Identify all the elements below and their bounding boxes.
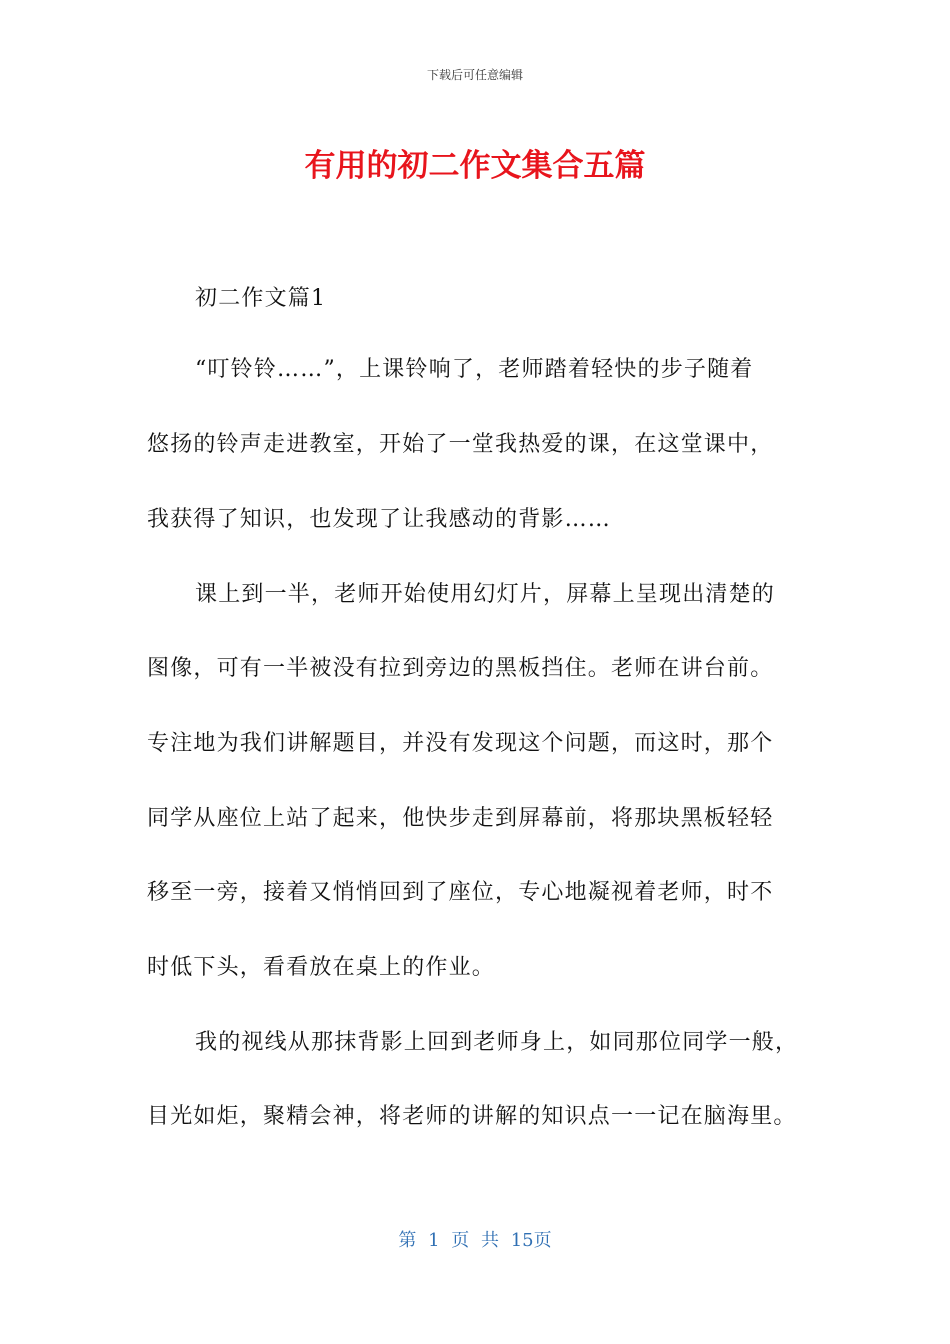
paragraph-2-line-3: 专注地为我们讲解题目，并没有发现这个问题，而这时，那个 (147, 731, 774, 756)
paragraph-3-line-1: 我的视线从那抹背影上回到老师身上，如同那位同学一般， (195, 1030, 799, 1055)
page-footer: 第 1 页 共 15页 (398, 1230, 552, 1251)
paragraph-3-line-2: 目光如炬，聚精会神，将老师的讲解的知识点一一记在脑海里。 (147, 1104, 797, 1129)
document-title: 有用的初二作文集合五篇 (304, 148, 646, 184)
paragraph-1-line-1: “叮铃铃……”，上课铃响了，老师踏着轻快的步子随着 (195, 357, 754, 382)
paragraph-1-line-2: 悠扬的铃声走进教室，开始了一堂我热爱的课，在这堂课中， (147, 432, 774, 457)
paragraph-2-line-1: 课上到一半，老师开始使用幻灯片，屏幕上呈现出清楚的 (195, 582, 776, 607)
section-heading: 初二作文篇1 (195, 286, 327, 311)
paragraph-2-line-4: 同学从座位上站了起来，他快步走到屏幕前，将那块黑板轻轻 (147, 806, 774, 831)
header-note: 下载后可任意编辑 (426, 68, 523, 82)
paragraph-2-line-6: 时低下头，看看放在桌上的作业。 (147, 955, 496, 980)
paragraph-1-line-3: 我获得了知识，也发现了让我感动的背影…… (147, 507, 612, 532)
paragraph-2-line-5: 移至一旁，接着又悄悄回到了座位，专心地凝视着老师，时不 (147, 880, 774, 905)
paragraph-2-line-2: 图像，可有一半被没有拉到旁边的黑板挡住。老师在讲台前。 (147, 656, 774, 681)
